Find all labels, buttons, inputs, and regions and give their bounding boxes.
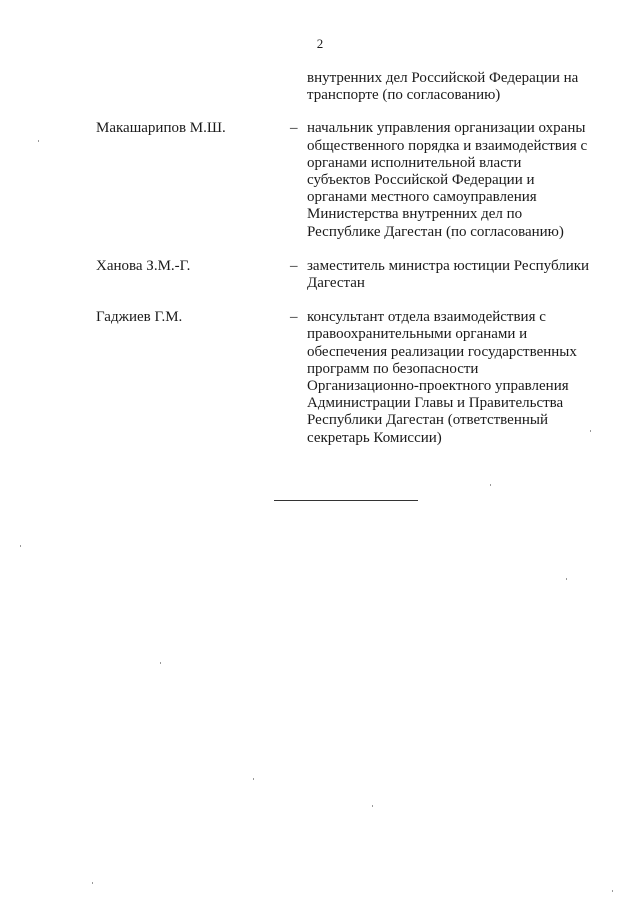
scan-speck	[612, 890, 613, 892]
description-line: Министерства внутренних дел по	[307, 206, 523, 223]
description-line: субъектов Российской Федерации и	[307, 172, 535, 189]
description-line: правоохранительными органами и	[307, 326, 528, 343]
description-line: общественного порядка и взаимодействия с	[307, 137, 588, 154]
commission-member-list	[0, 70, 640, 447]
entry-dash: –	[290, 120, 298, 137]
scan-speck	[38, 140, 39, 142]
page-number: 2	[316, 36, 324, 51]
member-name: Макашарипов М.Ш.	[96, 120, 226, 137]
description-line: органами местного самоуправления	[307, 189, 537, 206]
entry-khanova	[0, 258, 640, 292]
description-line: заместитель министра юстиции Республики	[307, 257, 590, 274]
scan-speck	[590, 430, 591, 432]
entry-description	[307, 258, 602, 292]
scan-speck	[372, 805, 373, 807]
description-line: Администрации Главы и Правительства	[307, 395, 564, 412]
entry-gadzhiev	[0, 309, 640, 447]
closing-separator-line	[274, 500, 418, 501]
description-line: органами исполнительной власти	[307, 154, 522, 171]
member-name: Ханова З.М.-Г.	[96, 257, 191, 274]
description-line: начальник управления организации охраны	[307, 120, 586, 137]
scan-speck	[490, 484, 491, 486]
description-line: Республике Дагестан (по согласованию)	[307, 223, 564, 240]
description-line: обеспечения реализации государственных	[307, 343, 577, 360]
entry-dash: –	[290, 309, 298, 326]
description-line: Республики Дагестан (ответственный	[307, 412, 548, 429]
scan-speck	[20, 545, 21, 547]
entry-continuation	[0, 70, 640, 104]
entry-makasharipov	[0, 120, 640, 240]
description-line: консультант отдела взаимодействия с	[307, 309, 546, 326]
description-line: Организационно-проектного управления	[307, 378, 569, 395]
scan-speck	[566, 578, 567, 580]
description-line: секретарь Комиссии)	[307, 429, 442, 446]
entry-description	[307, 70, 602, 104]
entry-dash: –	[290, 257, 298, 274]
scan-speck	[253, 778, 254, 780]
member-name: Гаджиев Г.М.	[96, 309, 183, 326]
entry-description	[307, 120, 602, 240]
entry-description	[307, 309, 602, 447]
description-line: внутренних дел Российской Федерации на	[307, 70, 579, 86]
description-line: транспорте (по согласованию)	[307, 87, 501, 104]
description-line: программ по безопасности	[307, 360, 479, 377]
scan-speck	[92, 882, 93, 884]
description-line: Дагестан	[307, 275, 365, 292]
scan-speck	[160, 662, 161, 664]
